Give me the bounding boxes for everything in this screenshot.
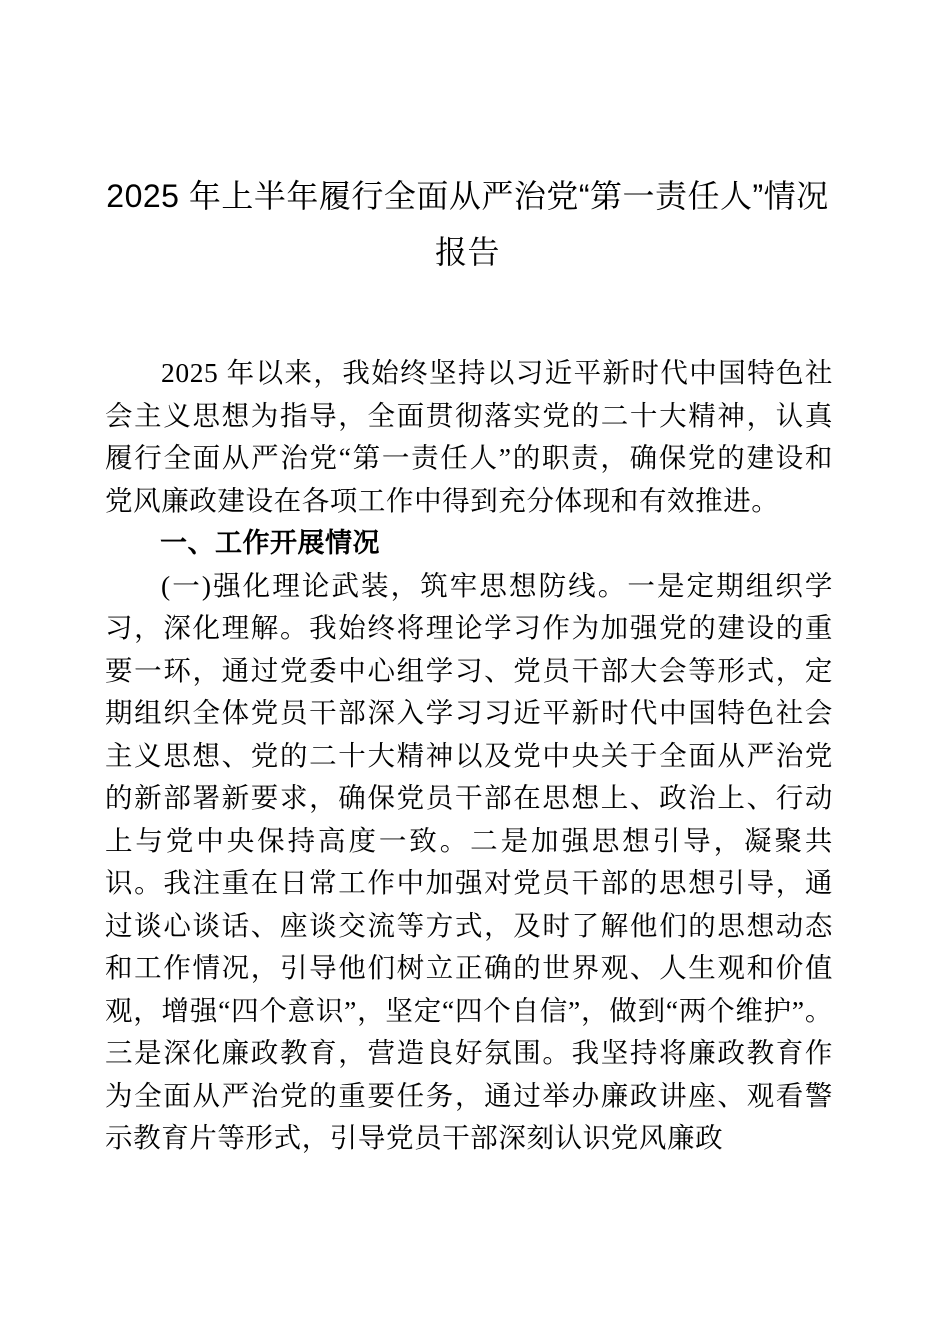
intro-paragraph: 2025 年以来，我始终坚持以习近平新时代中国特色社会主义思想为指导，全面贯彻落实党的二十大精神，认真履行全面从严治党“第一责任人”的职责，确保党的建设和党风廉政建设在各项工作中得到充分体现和有效推进。: [105, 357, 833, 516]
page-title: [105, 168, 830, 280]
page-title-line-2: 人”情况报告: [434, 178, 829, 270]
document-body: [105, 352, 833, 1160]
page-title-line-1: 2025 年上半年履行全面从严治党“第一责任: [106, 178, 721, 214]
section-heading-work-progress: 一、工作开展情况: [160, 528, 380, 558]
subsection-one-paragraph: (一)强化理论武装，筑牢思想防线。一是定期组织学习，深化理解。我始终将理论学习作为加强党的建设的重要一环，通过党委中心组学习、党员干部大会等形式，定期组织全体党员干部深入学习习近平新时代中国特色社会主义思想、党的二十大精神以及党中央关于全面从严治党的新部署新要求，确保党员干部在思想上、政治上、行动上与党中央保持高度一致。二是加强思想引导，凝聚共识。我注重在日常工作中加强对党员干部的思想引导，通过谈心谈话、座谈交流等方式，及时了解他们的思想动态和工作情况，引导他们树立正确的世界观、人生观和价值观，增强“四个意识”，坚定“四个自信”，做到“两个维护”。三是深化廉政教育，营造良好氛围。我坚持将廉政教育作为全面从严治党的重要任务，通过举办廉政讲座、观看警示教育片等形式，引导党员干部深刻认识党风廉政: [105, 569, 833, 1153]
